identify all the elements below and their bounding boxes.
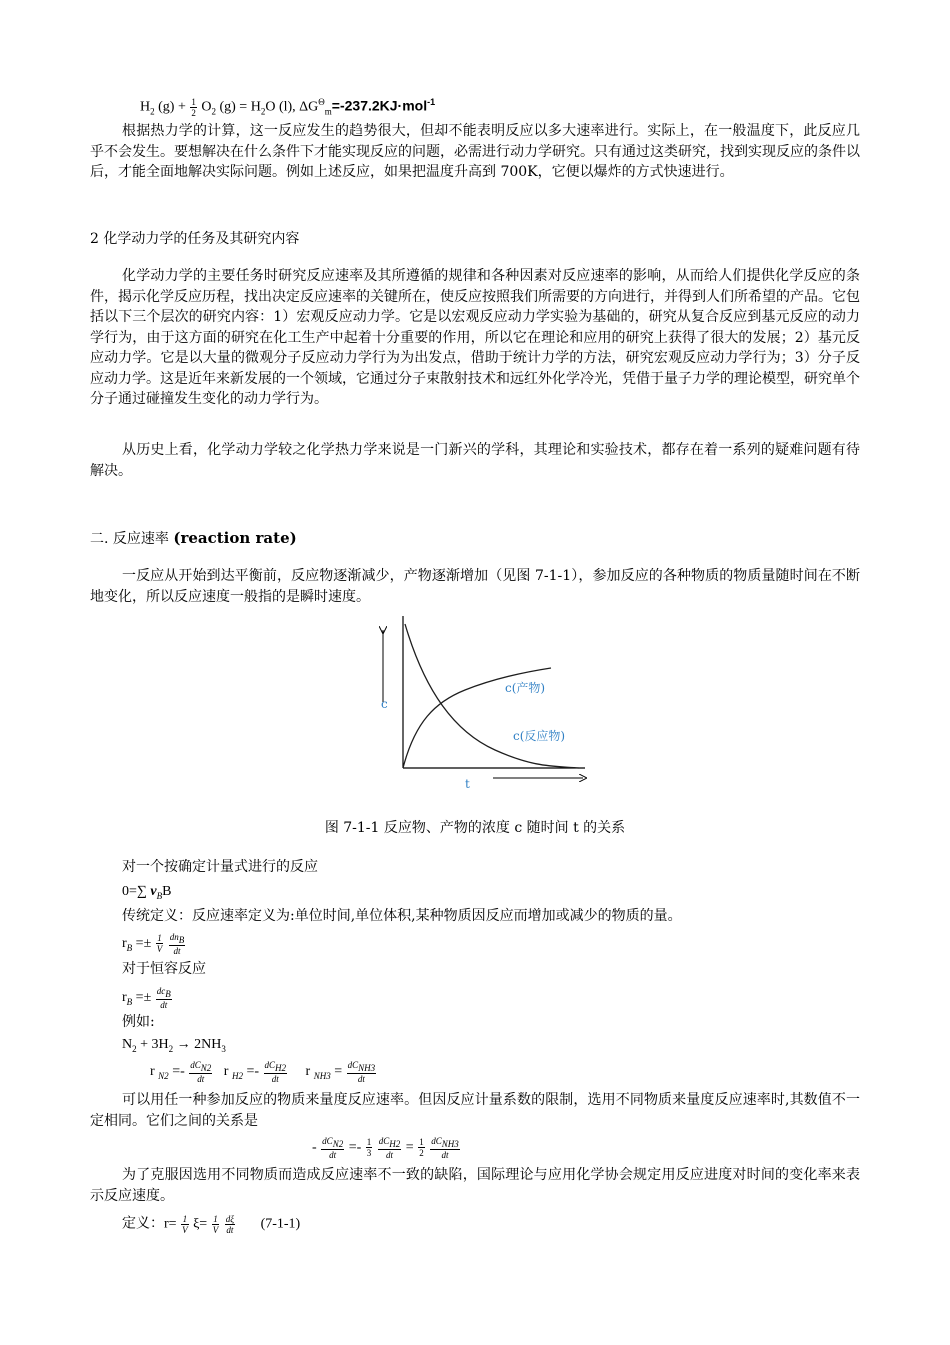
rate-formula-constant-volume: $r_B$ =± $\frac{dc_B}{dt}$ [122, 986, 171, 1010]
text-reaction-definition: 对一个按确定计量式进行的反应 [122, 859, 318, 875]
product-label: c(产物) [505, 681, 546, 695]
equation-number: (7-1-1) [260, 1216, 301, 1232]
section-heading-reaction-rate: 二. 反应速率 (reaction rate) [90, 529, 297, 547]
paragraph-reaction-intro: 一反应从开始到达平衡前，反应物逐渐减少，产物逐渐增加（见图 7-1-1），参加反应的各种物质的物质量随时间在不断地变化，所以反应速度一般指的是瞬时速度。 [90, 568, 860, 605]
reactant-label: c(反应物) [513, 729, 566, 743]
ammonia-rates: r $_{N2}$ =- $\frac{dC_{N2}}{dt}$ r $_{H2}$ =- $\frac{dC_{H2}}{dt}$ r $_{NH3}$ = $\frac{dC_{NH3}}{dt}$ [150, 1060, 376, 1084]
rate-relation: - $\frac{dC_{N2}}{dt}$ =- $\frac{1}{3}$ $\frac{dC_{H2}}{dt}$ = $\frac{1}{2}$ $\frac{dC_{NH3}}{dt}$ [312, 1136, 459, 1160]
concentration-time-figure [365, 612, 595, 794]
thermo-equation: $H_2$ (g) + $\frac{1}{2}$ $O_2$ $(g) = H_2O$ (l), $\Delta G^\Theta_m=-237.2KJ\cdot mol^{-1}$ [140, 96, 436, 118]
paragraph-history: 从历史上看，化学动力学较之化学热力学来说是一门新兴的学科，其理论和实验技术，都存在着一系列的疑难问题有待解决。 [90, 442, 860, 479]
reactant-curve [405, 624, 579, 768]
rate-formula-general: $r_B$ =± $\frac{1}{V}$ $\frac{dn_B}{dt}$ [122, 932, 185, 956]
x-axis-label: t [465, 777, 470, 791]
stoichiometric-equation: 0=∑ $\nu_BB$ [122, 884, 172, 901]
section-heading-2: 2 化学动力学的任务及其研究内容 [90, 231, 300, 247]
text-constant-volume: 对于恒容反应 [122, 961, 206, 977]
rate-definition-formula: 定义：r= $\frac{1}{V}$ ξ= $\frac{1}{V}$ $\frac{d\xi}{dt}$ (7-1-1) [122, 1214, 301, 1235]
paragraph-iupac: 为了克服因选用不同物质而造成反应速率不一致的缺陷，国际理论与应用化学协会规定用反应进度对时间的变化率来表示反应速度。 [90, 1167, 860, 1204]
paragraph-kinetics-task: 化学动力学的主要任务时研究反应速率及其所遵循的规律和各种因素对反应速率的影响，从而给人们提供化学反应的条件，揭示化学反应历程，找出决定反应速率的关键所在，使反应按照我们所需要的方向进行，并得到人们所希望的产品。它包括以下三个层次的研究内容：1）宏观反应动力学。它是以宏观反应动力学实验为基础的，研究从复合反应到基元反应的动力学行为，由于这方面的研究在化工生产中起着十分重要的作用，所以它在理论和应用的研究上获得了很大的发展；2）基元反应动力学。它是以大量的微观分子反应动力学行为为出发点，借助于统计力学的方法，研究宏观反应动力学行为；3）分子反应动力学。这是近年来新发展的一个领域，它通过分子束散射技术和远红外化学冷光，凭借于量子力学的理论模型，研究单个分子通过碰撞发生变化的动力学行为。 [90, 268, 860, 407]
text-example: 例如: [122, 1014, 155, 1030]
text-traditional-definition: 传统定义：反应速率定义为:单位时间,单位体积,某种物质因反应而增加或减少的物质的量。 [122, 908, 682, 924]
figure-caption: 图 7-1-1 反应物、产物的浓度 c 随时间 t 的关系 [324, 820, 626, 836]
paragraph-thermo: 根据热力学的计算，这一反应发生的趋势很大，但却不能表明反应以多大速率进行。实际上，在一般温度下，此反应几乎不会发生。要想解决在什么条件下才能实现反应的问题，必需进行动力学研究。只有通过这类研究，找到实现反应的条件以后，才能全面地解决实际问题。例如上述反应，如果把温度升高到 700K，它便以爆炸的方式快速进行。 [90, 123, 860, 180]
ammonia-equation: $N_2 + 3H_2 \to 2NH_3$ [122, 1037, 226, 1054]
paragraph-rate-measure: 可以用任一种参加反应的物质来量度反应速率。但因反应计量系数的限制，选用不同物质来量度反应速率时,其数值不一定相同。它们之间的关系是 [90, 1092, 860, 1129]
y-axis-label: c [381, 697, 388, 711]
